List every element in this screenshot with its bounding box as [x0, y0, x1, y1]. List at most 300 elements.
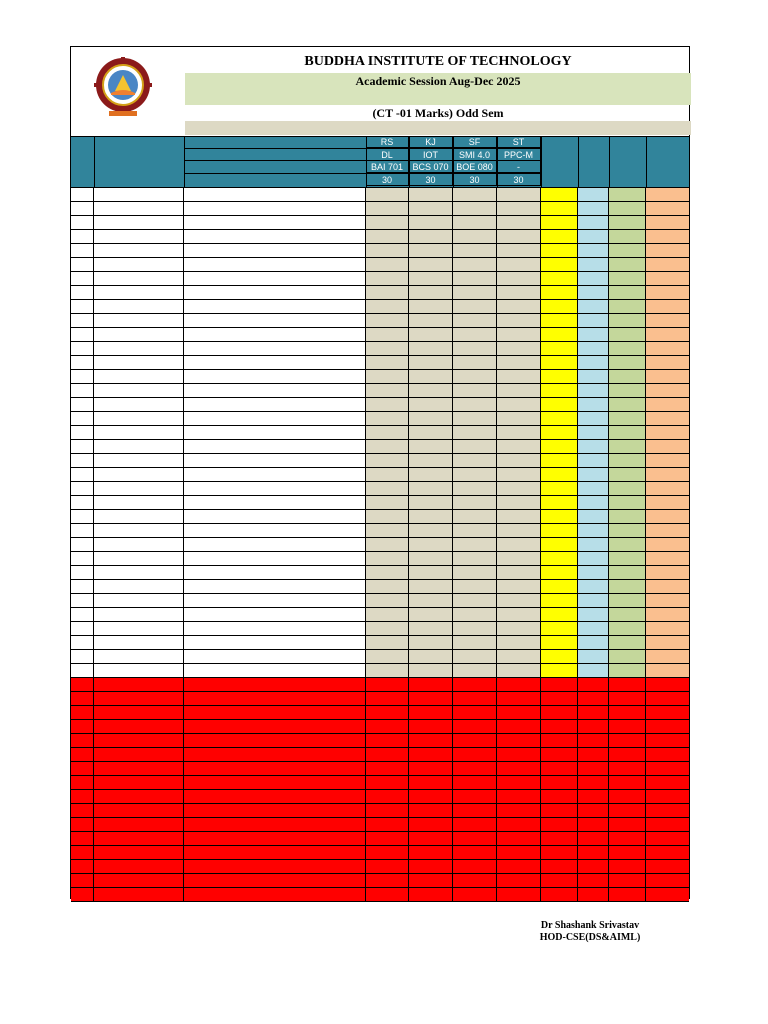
- table-cell[interactable]: [71, 510, 94, 524]
- table-cell[interactable]: [94, 762, 184, 776]
- table-cell[interactable]: [71, 440, 94, 454]
- table-cell[interactable]: [646, 370, 689, 384]
- table-cell[interactable]: [71, 580, 94, 594]
- table-cell[interactable]: [409, 846, 453, 860]
- table-cell[interactable]: [94, 622, 184, 636]
- table-cell[interactable]: [453, 510, 497, 524]
- table-cell[interactable]: [609, 538, 646, 552]
- table-cell[interactable]: [609, 440, 646, 454]
- table-cell[interactable]: [646, 762, 689, 776]
- table-cell[interactable]: [409, 678, 453, 692]
- table-cell[interactable]: [609, 314, 646, 328]
- table-cell[interactable]: [578, 300, 609, 314]
- table-cell[interactable]: [94, 874, 184, 888]
- table-cell[interactable]: [366, 664, 409, 678]
- table-cell[interactable]: [497, 636, 541, 650]
- table-cell[interactable]: [609, 860, 646, 874]
- table-cell[interactable]: [184, 482, 366, 496]
- table-cell[interactable]: [541, 636, 578, 650]
- table-cell[interactable]: [497, 776, 541, 790]
- table-cell[interactable]: [609, 818, 646, 832]
- table-cell[interactable]: [94, 426, 184, 440]
- table-cell[interactable]: [541, 202, 578, 216]
- table-cell[interactable]: [609, 412, 646, 426]
- table-cell[interactable]: [497, 510, 541, 524]
- table-cell[interactable]: [184, 188, 366, 202]
- table-cell[interactable]: [578, 678, 609, 692]
- table-cell[interactable]: [646, 496, 689, 510]
- table-cell[interactable]: [409, 286, 453, 300]
- table-cell[interactable]: [409, 230, 453, 244]
- table-cell[interactable]: [578, 874, 609, 888]
- table-cell[interactable]: [609, 356, 646, 370]
- table-cell[interactable]: [366, 426, 409, 440]
- table-cell[interactable]: [541, 188, 578, 202]
- table-cell[interactable]: [71, 258, 94, 272]
- table-cell[interactable]: [646, 230, 689, 244]
- table-cell[interactable]: [409, 426, 453, 440]
- table-cell[interactable]: [366, 356, 409, 370]
- table-cell[interactable]: [94, 482, 184, 496]
- table-cell[interactable]: [94, 664, 184, 678]
- table-cell[interactable]: [609, 846, 646, 860]
- table-cell[interactable]: [184, 664, 366, 678]
- table-cell[interactable]: [609, 832, 646, 846]
- table-cell[interactable]: [497, 314, 541, 328]
- table-cell[interactable]: [409, 818, 453, 832]
- table-cell[interactable]: [497, 720, 541, 734]
- table-cell[interactable]: [453, 468, 497, 482]
- table-cell[interactable]: [409, 412, 453, 426]
- table-cell[interactable]: [541, 580, 578, 594]
- table-cell[interactable]: [497, 538, 541, 552]
- table-cell[interactable]: [541, 706, 578, 720]
- table-cell[interactable]: [453, 706, 497, 720]
- table-cell[interactable]: [541, 342, 578, 356]
- table-cell[interactable]: [609, 342, 646, 356]
- table-cell[interactable]: [646, 650, 689, 664]
- table-cell[interactable]: [497, 440, 541, 454]
- table-cell[interactable]: [541, 804, 578, 818]
- table-cell[interactable]: [609, 328, 646, 342]
- table-cell[interactable]: [541, 468, 578, 482]
- table-cell[interactable]: [94, 510, 184, 524]
- table-cell[interactable]: [409, 244, 453, 258]
- table-cell[interactable]: [184, 496, 366, 510]
- table-cell[interactable]: [609, 790, 646, 804]
- table-cell[interactable]: [453, 832, 497, 846]
- table-cell[interactable]: [453, 664, 497, 678]
- table-cell[interactable]: [184, 566, 366, 580]
- table-cell[interactable]: [71, 622, 94, 636]
- table-cell[interactable]: [646, 832, 689, 846]
- table-cell[interactable]: [71, 230, 94, 244]
- table-cell[interactable]: [409, 804, 453, 818]
- table-cell[interactable]: [578, 454, 609, 468]
- table-cell[interactable]: [94, 580, 184, 594]
- table-cell[interactable]: [366, 216, 409, 230]
- table-cell[interactable]: [184, 888, 366, 902]
- table-cell[interactable]: [609, 580, 646, 594]
- table-cell[interactable]: [646, 790, 689, 804]
- table-cell[interactable]: [646, 188, 689, 202]
- table-cell[interactable]: [578, 636, 609, 650]
- table-cell[interactable]: [497, 230, 541, 244]
- table-cell[interactable]: [646, 608, 689, 622]
- table-cell[interactable]: [409, 580, 453, 594]
- table-cell[interactable]: [497, 748, 541, 762]
- table-cell[interactable]: [453, 538, 497, 552]
- table-cell[interactable]: [453, 496, 497, 510]
- table-cell[interactable]: [646, 314, 689, 328]
- table-cell[interactable]: [409, 482, 453, 496]
- table-cell[interactable]: [366, 230, 409, 244]
- table-cell[interactable]: [497, 468, 541, 482]
- table-cell[interactable]: [578, 524, 609, 538]
- table-cell[interactable]: [71, 874, 94, 888]
- table-cell[interactable]: [71, 216, 94, 230]
- table-cell[interactable]: [71, 720, 94, 734]
- table-cell[interactable]: [366, 874, 409, 888]
- table-cell[interactable]: [646, 538, 689, 552]
- table-cell[interactable]: [366, 622, 409, 636]
- table-cell[interactable]: [71, 608, 94, 622]
- table-cell[interactable]: [71, 356, 94, 370]
- table-cell[interactable]: [578, 496, 609, 510]
- table-cell[interactable]: [646, 356, 689, 370]
- table-cell[interactable]: [184, 622, 366, 636]
- table-cell[interactable]: [71, 888, 94, 902]
- table-cell[interactable]: [71, 734, 94, 748]
- table-cell[interactable]: [366, 720, 409, 734]
- table-cell[interactable]: [71, 762, 94, 776]
- table-cell[interactable]: [646, 748, 689, 762]
- table-cell[interactable]: [184, 272, 366, 286]
- table-cell[interactable]: [409, 734, 453, 748]
- table-cell[interactable]: [541, 622, 578, 636]
- table-cell[interactable]: [184, 552, 366, 566]
- table-cell[interactable]: [541, 230, 578, 244]
- table-cell[interactable]: [94, 230, 184, 244]
- table-cell[interactable]: [94, 790, 184, 804]
- table-cell[interactable]: [366, 202, 409, 216]
- table-cell[interactable]: [453, 636, 497, 650]
- table-cell[interactable]: [646, 664, 689, 678]
- table-cell[interactable]: [541, 426, 578, 440]
- table-cell[interactable]: [366, 678, 409, 692]
- table-cell[interactable]: [578, 370, 609, 384]
- table-cell[interactable]: [497, 272, 541, 286]
- table-cell[interactable]: [453, 804, 497, 818]
- table-cell[interactable]: [609, 692, 646, 706]
- table-cell[interactable]: [184, 524, 366, 538]
- table-cell[interactable]: [366, 636, 409, 650]
- table-cell[interactable]: [453, 356, 497, 370]
- table-cell[interactable]: [497, 328, 541, 342]
- table-cell[interactable]: [453, 762, 497, 776]
- table-cell[interactable]: [578, 244, 609, 258]
- table-cell[interactable]: [497, 678, 541, 692]
- table-cell[interactable]: [578, 888, 609, 902]
- table-cell[interactable]: [646, 244, 689, 258]
- table-cell[interactable]: [409, 258, 453, 272]
- table-cell[interactable]: [453, 454, 497, 468]
- table-cell[interactable]: [453, 608, 497, 622]
- table-cell[interactable]: [409, 888, 453, 902]
- table-cell[interactable]: [609, 748, 646, 762]
- table-cell[interactable]: [409, 748, 453, 762]
- table-cell[interactable]: [366, 566, 409, 580]
- table-cell[interactable]: [409, 524, 453, 538]
- table-cell[interactable]: [541, 748, 578, 762]
- table-cell[interactable]: [646, 412, 689, 426]
- table-cell[interactable]: [541, 356, 578, 370]
- table-cell[interactable]: [609, 454, 646, 468]
- table-cell[interactable]: [409, 622, 453, 636]
- table-cell[interactable]: [609, 608, 646, 622]
- table-cell[interactable]: [578, 776, 609, 790]
- table-cell[interactable]: [71, 342, 94, 356]
- table-cell[interactable]: [409, 384, 453, 398]
- table-cell[interactable]: [366, 314, 409, 328]
- table-cell[interactable]: [578, 440, 609, 454]
- table-cell[interactable]: [609, 874, 646, 888]
- table-cell[interactable]: [609, 202, 646, 216]
- table-cell[interactable]: [497, 524, 541, 538]
- table-cell[interactable]: [94, 342, 184, 356]
- table-cell[interactable]: [184, 678, 366, 692]
- table-cell[interactable]: [366, 776, 409, 790]
- table-cell[interactable]: [578, 762, 609, 776]
- table-cell[interactable]: [646, 874, 689, 888]
- table-cell[interactable]: [184, 244, 366, 258]
- table-cell[interactable]: [366, 552, 409, 566]
- table-cell[interactable]: [453, 734, 497, 748]
- table-cell[interactable]: [94, 650, 184, 664]
- table-cell[interactable]: [94, 832, 184, 846]
- table-cell[interactable]: [94, 272, 184, 286]
- table-cell[interactable]: [646, 482, 689, 496]
- table-cell[interactable]: [609, 468, 646, 482]
- table-cell[interactable]: [609, 286, 646, 300]
- table-cell[interactable]: [609, 272, 646, 286]
- table-cell[interactable]: [71, 286, 94, 300]
- table-cell[interactable]: [184, 328, 366, 342]
- table-cell[interactable]: [578, 608, 609, 622]
- table-cell[interactable]: [71, 370, 94, 384]
- table-cell[interactable]: [94, 818, 184, 832]
- table-cell[interactable]: [497, 356, 541, 370]
- table-cell[interactable]: [409, 776, 453, 790]
- table-cell[interactable]: [184, 356, 366, 370]
- table-cell[interactable]: [409, 720, 453, 734]
- table-cell[interactable]: [578, 272, 609, 286]
- table-cell[interactable]: [409, 538, 453, 552]
- table-cell[interactable]: [409, 468, 453, 482]
- table-cell[interactable]: [184, 384, 366, 398]
- table-cell[interactable]: [409, 272, 453, 286]
- table-cell[interactable]: [71, 706, 94, 720]
- table-cell[interactable]: [184, 860, 366, 874]
- table-cell[interactable]: [71, 692, 94, 706]
- table-cell[interactable]: [94, 412, 184, 426]
- table-cell[interactable]: [71, 636, 94, 650]
- table-cell[interactable]: [541, 482, 578, 496]
- table-cell[interactable]: [94, 594, 184, 608]
- table-cell[interactable]: [94, 846, 184, 860]
- table-cell[interactable]: [366, 580, 409, 594]
- table-cell[interactable]: [366, 748, 409, 762]
- table-cell[interactable]: [184, 874, 366, 888]
- table-cell[interactable]: [94, 370, 184, 384]
- table-cell[interactable]: [409, 356, 453, 370]
- table-cell[interactable]: [497, 370, 541, 384]
- table-cell[interactable]: [646, 216, 689, 230]
- table-cell[interactable]: [578, 566, 609, 580]
- table-cell[interactable]: [646, 258, 689, 272]
- table-cell[interactable]: [184, 720, 366, 734]
- table-cell[interactable]: [609, 552, 646, 566]
- table-cell[interactable]: [541, 692, 578, 706]
- table-cell[interactable]: [366, 272, 409, 286]
- table-cell[interactable]: [609, 706, 646, 720]
- table-cell[interactable]: [578, 202, 609, 216]
- table-cell[interactable]: [578, 832, 609, 846]
- table-cell[interactable]: [646, 398, 689, 412]
- table-cell[interactable]: [94, 300, 184, 314]
- table-cell[interactable]: [646, 328, 689, 342]
- table-cell[interactable]: [497, 202, 541, 216]
- table-cell[interactable]: [409, 874, 453, 888]
- table-cell[interactable]: [409, 398, 453, 412]
- table-cell[interactable]: [497, 496, 541, 510]
- table-cell[interactable]: [541, 314, 578, 328]
- table-cell[interactable]: [497, 650, 541, 664]
- table-cell[interactable]: [94, 636, 184, 650]
- table-cell[interactable]: [646, 678, 689, 692]
- table-cell[interactable]: [578, 706, 609, 720]
- table-cell[interactable]: [453, 440, 497, 454]
- table-cell[interactable]: [366, 538, 409, 552]
- table-cell[interactable]: [453, 594, 497, 608]
- table-cell[interactable]: [366, 762, 409, 776]
- table-cell[interactable]: [609, 426, 646, 440]
- table-cell[interactable]: [94, 734, 184, 748]
- table-cell[interactable]: [578, 356, 609, 370]
- table-cell[interactable]: [71, 482, 94, 496]
- table-cell[interactable]: [578, 510, 609, 524]
- table-cell[interactable]: [409, 314, 453, 328]
- table-cell[interactable]: [578, 790, 609, 804]
- table-cell[interactable]: [609, 664, 646, 678]
- table-cell[interactable]: [409, 328, 453, 342]
- table-cell[interactable]: [94, 678, 184, 692]
- table-cell[interactable]: [453, 580, 497, 594]
- table-cell[interactable]: [71, 818, 94, 832]
- table-cell[interactable]: [409, 692, 453, 706]
- table-cell[interactable]: [578, 594, 609, 608]
- table-cell[interactable]: [184, 468, 366, 482]
- table-cell[interactable]: [609, 216, 646, 230]
- table-cell[interactable]: [71, 776, 94, 790]
- table-cell[interactable]: [71, 300, 94, 314]
- table-cell[interactable]: [94, 888, 184, 902]
- table-cell[interactable]: [94, 328, 184, 342]
- table-cell[interactable]: [184, 230, 366, 244]
- table-cell[interactable]: [94, 776, 184, 790]
- table-cell[interactable]: [497, 426, 541, 440]
- table-cell[interactable]: [609, 776, 646, 790]
- table-cell[interactable]: [71, 272, 94, 286]
- table-cell[interactable]: [184, 832, 366, 846]
- table-cell[interactable]: [453, 650, 497, 664]
- table-cell[interactable]: [409, 664, 453, 678]
- table-cell[interactable]: [453, 300, 497, 314]
- table-cell[interactable]: [578, 846, 609, 860]
- table-cell[interactable]: [453, 776, 497, 790]
- table-cell[interactable]: [541, 510, 578, 524]
- table-cell[interactable]: [453, 202, 497, 216]
- table-cell[interactable]: [409, 202, 453, 216]
- table-cell[interactable]: [71, 328, 94, 342]
- table-cell[interactable]: [453, 328, 497, 342]
- table-cell[interactable]: [497, 216, 541, 230]
- table-cell[interactable]: [409, 566, 453, 580]
- table-cell[interactable]: [578, 734, 609, 748]
- table-cell[interactable]: [453, 888, 497, 902]
- table-cell[interactable]: [366, 524, 409, 538]
- table-cell[interactable]: [541, 608, 578, 622]
- table-cell[interactable]: [497, 566, 541, 580]
- table-cell[interactable]: [71, 566, 94, 580]
- table-cell[interactable]: [184, 300, 366, 314]
- table-cell[interactable]: [184, 510, 366, 524]
- table-cell[interactable]: [497, 622, 541, 636]
- table-cell[interactable]: [94, 804, 184, 818]
- table-cell[interactable]: [366, 804, 409, 818]
- table-cell[interactable]: [409, 300, 453, 314]
- table-cell[interactable]: [609, 244, 646, 258]
- table-cell[interactable]: [497, 692, 541, 706]
- table-cell[interactable]: [497, 482, 541, 496]
- table-cell[interactable]: [541, 720, 578, 734]
- table-cell[interactable]: [578, 482, 609, 496]
- table-cell[interactable]: [497, 790, 541, 804]
- table-cell[interactable]: [541, 650, 578, 664]
- table-cell[interactable]: [646, 384, 689, 398]
- table-cell[interactable]: [409, 510, 453, 524]
- table-cell[interactable]: [94, 720, 184, 734]
- table-cell[interactable]: [453, 818, 497, 832]
- table-cell[interactable]: [184, 706, 366, 720]
- table-cell[interactable]: [453, 258, 497, 272]
- table-cell[interactable]: [541, 370, 578, 384]
- table-cell[interactable]: [646, 566, 689, 580]
- table-cell[interactable]: [578, 804, 609, 818]
- table-cell[interactable]: [578, 426, 609, 440]
- table-cell[interactable]: [453, 384, 497, 398]
- table-cell[interactable]: [71, 804, 94, 818]
- table-cell[interactable]: [453, 720, 497, 734]
- table-cell[interactable]: [453, 524, 497, 538]
- table-cell[interactable]: [453, 230, 497, 244]
- table-cell[interactable]: [578, 314, 609, 328]
- table-cell[interactable]: [646, 440, 689, 454]
- table-cell[interactable]: [184, 314, 366, 328]
- table-cell[interactable]: [609, 496, 646, 510]
- table-cell[interactable]: [497, 762, 541, 776]
- table-cell[interactable]: [541, 832, 578, 846]
